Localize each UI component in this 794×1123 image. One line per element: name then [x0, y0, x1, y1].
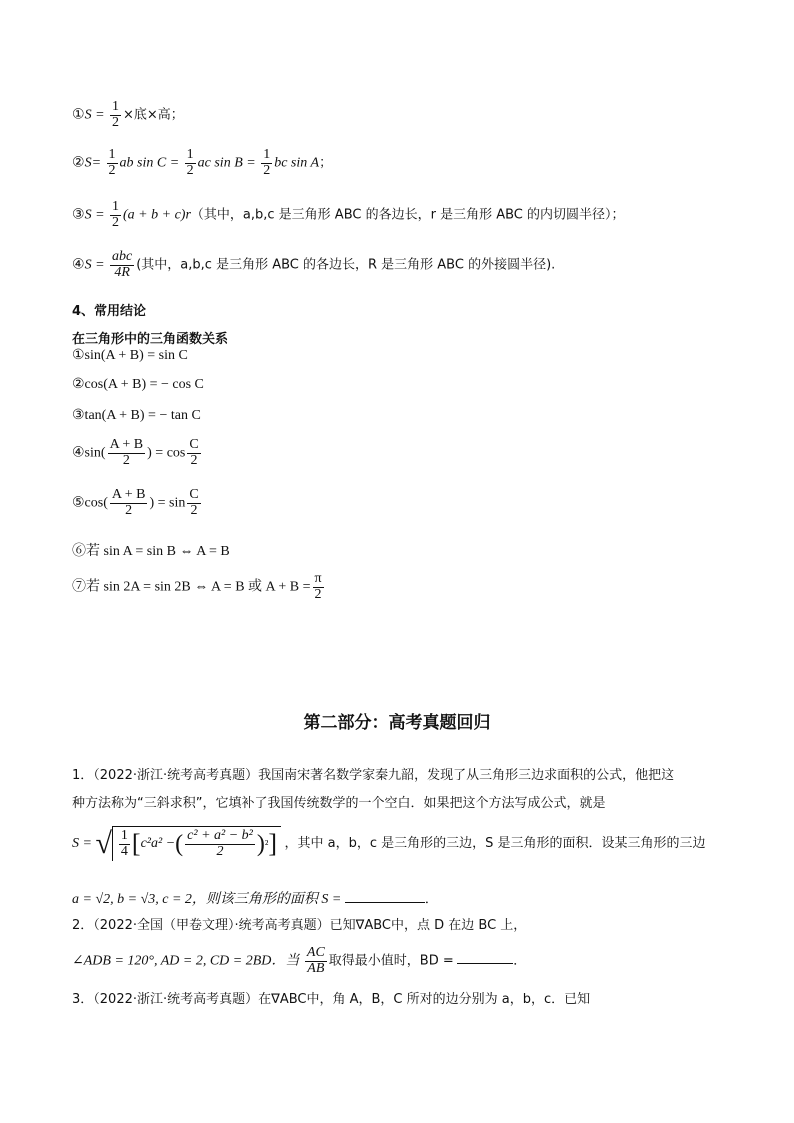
- fraction-numerator: AC: [306, 945, 325, 960]
- conclusion-1: ①sin(A + B) = sin C: [72, 348, 188, 363]
- conclusion-4-fraction-1: [108, 438, 146, 468]
- formula-1-fraction: [110, 100, 121, 130]
- conclusion-5-prefix: ⑤cos(: [72, 495, 108, 511]
- question-1-formula: [72, 826, 706, 861]
- fraction-numerator: 1: [112, 99, 120, 114]
- fraction-denominator: 4: [120, 843, 128, 859]
- formula-2-prefix: ②: [72, 155, 85, 171]
- question-1-line-2: 种方法称为“三斜求积”，它填补了我国传统数学的一个空白．如果把这个方法写成公式，就是: [72, 796, 606, 811]
- conclusion-7-fraction: [313, 572, 324, 602]
- question-1-line-1: 1．（2022·浙江·统考高考真题）我国南宋著名数学家秦九韶，发现了从三角形三边求面积的公式，他把这: [72, 768, 675, 783]
- question-2-line-2: [72, 946, 526, 976]
- fraction-numerator: c² + a² − b²: [187, 828, 253, 843]
- formula-2-fraction-3: [261, 148, 272, 178]
- formula-3: [72, 200, 625, 230]
- question-1-formula-square: ²: [264, 837, 269, 851]
- conclusion-2: ②cos(A + B) = − cos C: [72, 377, 204, 392]
- question-1-formula-body: c²a² −: [140, 836, 176, 852]
- fraction-numerator: A + B: [111, 487, 146, 502]
- formula-3-prefix: ③: [72, 207, 85, 223]
- conclusions-heading: 4、常用结论: [72, 304, 147, 319]
- formula-1-prefix: ①: [72, 107, 85, 123]
- question-1-end: ．: [424, 892, 438, 907]
- question-1-condition: a = √2, b = √3, c = 2，则该三角形的面积 S =: [72, 892, 342, 907]
- answer-blank-1[interactable]: [345, 902, 425, 903]
- fraction-denominator: 2: [190, 452, 198, 468]
- fraction-numerator: A + B: [109, 437, 144, 452]
- question-1-formula-quarter: [119, 829, 130, 859]
- conclusion-7: [72, 572, 326, 602]
- fraction-denominator: 2: [108, 162, 116, 178]
- conclusion-4: [72, 438, 203, 468]
- fraction-denominator: 2: [186, 162, 194, 178]
- formula-3-fraction: [110, 200, 121, 230]
- question-2-end: ．: [513, 953, 527, 969]
- formula-4-note: (其中，a,b,c 是三角形 ABC 的各边长，R 是三角形 ABC 的外接圆半径).: [136, 257, 556, 273]
- formula-4: [72, 250, 555, 280]
- fraction-denominator: 2: [263, 162, 271, 178]
- sqrt-sign: √ $\frac{1}{4}$ [ c²a² − ( $\frac{\text{c² + a² − b²}}{2}$ ) ² ]: [95, 826, 281, 861]
- fraction-denominator: 4R: [114, 264, 130, 280]
- question-2-ask: 取得最小值时，BD =: [328, 953, 454, 969]
- conclusion-5: [72, 488, 203, 518]
- conclusion-4-fraction-2: [187, 438, 200, 468]
- formula-1-lhs: S =: [84, 107, 105, 123]
- question-2-fraction: [305, 946, 327, 976]
- fraction-denominator: AB: [307, 960, 325, 976]
- conclusion-5-fraction-1: [110, 488, 148, 518]
- formula-2-term-3: bc sin A: [274, 155, 320, 171]
- formula-2-term-2: ac sin B =: [197, 155, 256, 171]
- question-2-line-1: 2．（2022·全国（甲卷文理）·统考高考真题）已知∇ABC中，点 D 在边 BC 上，: [72, 918, 527, 933]
- fraction-numerator: 1: [263, 147, 271, 162]
- question-1-line-4: [72, 888, 438, 908]
- fraction-numerator: π: [314, 571, 322, 586]
- formula-2: [72, 148, 332, 178]
- fraction-numerator: 1: [120, 828, 128, 843]
- formula-2-lhs: S=: [84, 155, 102, 171]
- fraction-denominator: 2: [314, 586, 322, 602]
- conclusions-subheading: 在三角形中的三角函数关系: [72, 332, 229, 347]
- question-1-line-3: ，其中 a，b，c 是三角形的三边，S 是三角形的面积．设某三角形的三边: [284, 835, 706, 851]
- conclusion-4-mid: ) = cos: [147, 445, 186, 461]
- formula-4-prefix: ④: [72, 257, 85, 273]
- question-1-formula-lhs: S =: [72, 835, 92, 851]
- conclusion-3: ③tan(A + B) = − tan C: [72, 408, 201, 423]
- fraction-numerator: C: [189, 437, 199, 452]
- formula-1-rest: ×底×高；: [123, 107, 184, 123]
- conclusion-5-mid: ) = sin: [149, 495, 186, 511]
- formula-2-fraction-1: [107, 148, 118, 178]
- fraction-denominator: 2: [125, 502, 133, 518]
- question-1-formula-inner-fraction: [185, 829, 255, 859]
- conclusion-4-prefix: ④sin(: [72, 445, 106, 461]
- fraction-denominator: 2: [122, 452, 130, 468]
- fraction-numerator: 1: [112, 199, 120, 214]
- formula-1: [72, 100, 184, 130]
- question-3-line-1: 3．（2022·浙江·统考高考真题）在∇ABC中，角 A，B，C 所对的边分别为 a，b，c．已知: [72, 992, 591, 1007]
- answer-blank-2[interactable]: [457, 963, 513, 964]
- fraction-numerator: C: [189, 487, 199, 502]
- fraction-denominator: 2: [112, 114, 120, 130]
- formula-4-lhs: S =: [84, 257, 105, 273]
- formula-3-lhs: S =: [84, 207, 105, 223]
- formula-4-fraction: [110, 250, 134, 280]
- conclusion-7-prefix: ⑦若 sin 2A = sin 2B ⇔ A = B 或 A + B =: [72, 579, 311, 595]
- conclusion-5-fraction-2: [187, 488, 200, 518]
- fraction-numerator: 1: [108, 147, 116, 162]
- formula-2-term-1: ab sin C =: [119, 155, 180, 171]
- fraction-numerator: abc: [112, 249, 133, 264]
- formula-3-expr: (a + b + c)r: [123, 207, 191, 223]
- formula-2-fraction-2: [185, 148, 196, 178]
- conclusion-6: ⑥若 sin A = sin B ⇔ A = B: [72, 544, 230, 559]
- formula-3-note: （其中，a,b,c 是三角形 ABC 的各边长，r 是三角形 ABC 的内切圆半径）；: [190, 207, 625, 223]
- fraction-denominator: 2: [112, 214, 120, 230]
- fraction-denominator: 2: [190, 502, 198, 518]
- question-2-condition: ∠ADB = 120°, AD = 2, CD = 2BD．当: [72, 953, 300, 969]
- formula-2-end: ；: [319, 155, 333, 171]
- fraction-denominator: 2: [216, 843, 224, 859]
- fraction-numerator: 1: [186, 147, 194, 162]
- section-title: 第二部分：高考真题回归: [303, 713, 491, 733]
